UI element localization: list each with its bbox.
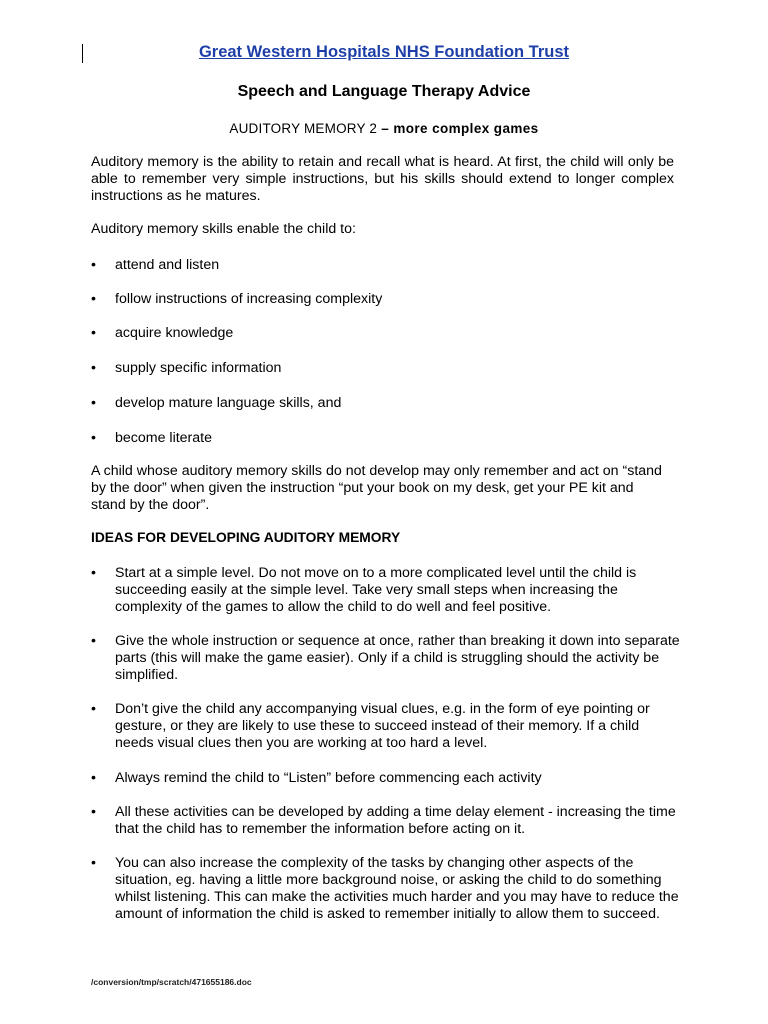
skill-text: attend and listen xyxy=(115,257,220,273)
title-main: AUDITORY MEMORY 2 xyxy=(229,121,378,136)
title-rest: – more complex games xyxy=(377,121,539,136)
idea-text: Always remind the child to “Listen” before commencing each activity xyxy=(115,770,542,786)
bullet-icon: • xyxy=(91,395,96,411)
bullet-icon: • xyxy=(91,804,96,820)
bullet-icon: • xyxy=(91,770,96,786)
skill-text: follow instructions of increasing complexity xyxy=(115,291,383,307)
bullet-icon: • xyxy=(91,633,96,649)
bullet-icon: • xyxy=(91,257,96,273)
document-subtitle: Speech and Language Therapy Advice xyxy=(237,83,531,100)
document-title xyxy=(0,121,768,136)
bullet-icon: • xyxy=(91,855,96,871)
skill-text: supply specific information xyxy=(115,360,282,376)
skill-text: acquire knowledge xyxy=(115,325,234,341)
file-path-footer: /conversion/tmp/scratch/471655186.doc xyxy=(91,977,252,987)
skill-text: become literate xyxy=(115,430,212,446)
bullet-icon: • xyxy=(91,360,96,376)
skill-text: develop mature language skills, and xyxy=(115,395,342,411)
example-paragraph: A child whose auditory memory skills do not develop may only remember and act on “stand by the door” when given the instruction “put your book on my desk, get your PE kit and stand by the door”. xyxy=(91,463,662,513)
intro-paragraph: Auditory memory is the ability to retain and recall what is heard. At first, the child will only be able to remember very simple instructions, but his skills should extend to longer complex instructions as he matures. xyxy=(91,154,674,204)
skills-lead: Auditory memory skills enable the child to: xyxy=(91,221,356,237)
ideas-heading: IDEAS FOR DEVELOPING AUDITORY MEMORY xyxy=(91,530,401,545)
organisation-title[interactable]: Great Western Hospitals NHS Foundation Trust xyxy=(198,43,570,61)
bullet-icon: • xyxy=(91,430,96,446)
idea-text: All these activities can be developed by adding a time delay element - increasing the time that the child has to remember the information before acting on it. xyxy=(115,804,676,837)
bullet-icon: • xyxy=(91,701,96,717)
idea-text: Give the whole instruction or sequence at once, rather than breaking it down into separate parts (this will make the game easier). Only if a child is struggling should the activity be simplified. xyxy=(115,633,680,683)
idea-text: Start at a simple level. Do not move on to a more complicated level until the child is succeeding easily at the simple level. Take very small steps when increasing the complexity of the games to allow the child to do well and feel positive. xyxy=(115,565,637,615)
bullet-icon: • xyxy=(91,325,96,341)
bullet-icon: • xyxy=(91,565,96,581)
idea-text: Don’t give the child any accompanying visual clues, e.g. in the form of eye pointing or gesture, or they are likely to use these to succeed instead of their memory. If a child needs visual clues then you are working at too hard a level. xyxy=(115,701,650,751)
bullet-icon: • xyxy=(91,291,96,307)
idea-text: You can also increase the complexity of the tasks by changing other aspects of the situation, eg. having a little more background noise, or asking the child to do something whilst listening. This can make the activities much harder and you may have to reduce the amount of information the child is asked to remember initially to allow them to succeed. xyxy=(115,855,679,922)
